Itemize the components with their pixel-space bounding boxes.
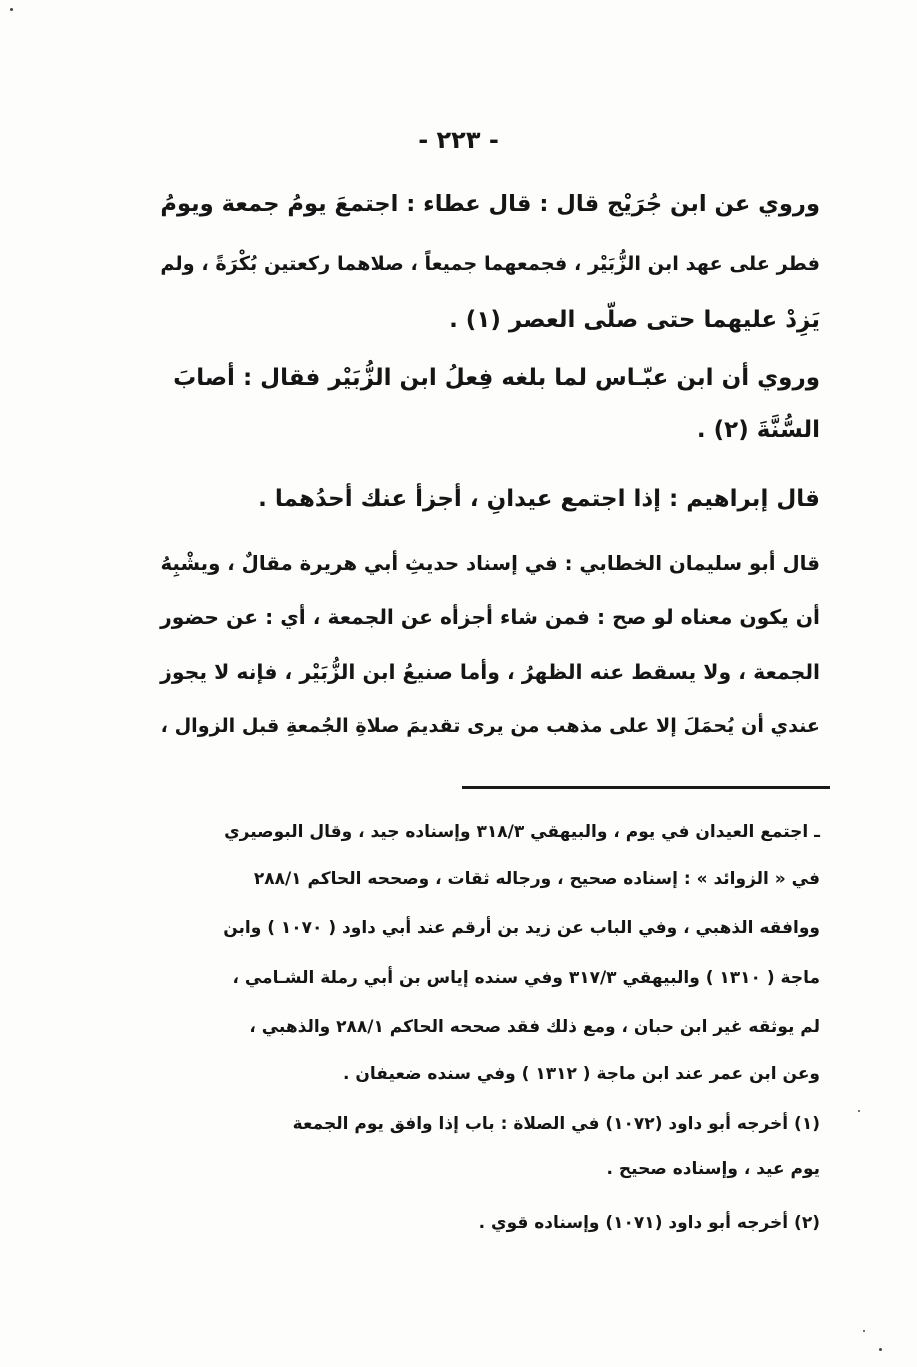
scan-speck — [10, 8, 13, 11]
main-line: فطر على عهد ابن الزُّبَيْر ، فجمعهما جميعاً ، صلاهما ركعتين بُكْرَةً ، ولم — [160, 252, 820, 275]
scan-speck — [879, 1348, 882, 1351]
main-line: وروي أن ابن عبّـاس لما بلغه فِعلُ ابن الزُّبَيْر فقال : أصابَ — [173, 365, 820, 391]
main-line: قال أبو سليمان الخطابي : في إسناد حديثِ أبي هريرة مقالٌ ، ويشْبِهُ — [160, 552, 820, 575]
footnote-line: لم يوثقه غير ابن حبان ، ومع ذلك فقد صححه الحاكم ٢٨٨/١ والذهبي ، — [249, 1017, 820, 1037]
main-line: الجمعة ، ولا يسقط عنه الظهرُ ، وأما صنيعُ ابن الزُّبَيْر ، فإنه لا يجوز — [160, 660, 820, 684]
footnote-line: وعن ابن عمر عند ابن ماجة ( ١٣١٢ ) وفي سنده ضعيفان . — [343, 1064, 820, 1084]
footnote-line: ـ اجتمع العيدان في يوم ، والبيهقي ٣١٨/٣ وإسناده جيد ، وقال البوصيري — [224, 822, 820, 842]
main-line: قال إبراهيم : إذا اجتمع عيدانِ ، أجزأ عنك أحدُهما . — [258, 486, 820, 512]
footnote-line: (١) أخرجه أبو داود (١٠٧٢) في الصلاة : باب إذا وافق يوم الجمعة — [292, 1114, 820, 1134]
scan-speck — [863, 1330, 865, 1332]
footnote-line: في « الزوائد » : إسناده صحيح ، ورجاله ثقات ، وصححه الحاكم ٢٨٨/١ — [253, 869, 820, 889]
footnote-line: (٢) أخرجه أبو داود (١٠٧١) وإسناده قوي . — [478, 1213, 820, 1233]
main-line: عندي أن يُحمَلَ إلا على مذهب من يرى تقديمَ صلاةِ الجُمعةِ قبل الزوال ، — [160, 714, 820, 737]
main-line: السُّنَّةَ (٢) . — [696, 417, 820, 443]
footnote-separator — [462, 786, 830, 789]
scan-speck — [858, 1110, 860, 1112]
main-line: أن يكون معناه لو صح : فمن شاء أجزأه عن الجمعة ، أي : عن حضور — [160, 605, 820, 629]
page-number: - ٢٢٣ - — [418, 126, 499, 154]
main-line: وروي عن ابن جُرَيْج قال : قال عطاء : اجتمعَ يومُ جمعة ويومُ — [160, 191, 820, 217]
footnote-line: يوم عيد ، وإسناده صحيح . — [606, 1159, 820, 1179]
main-line: يَزِدْ عليهما حتى صلّى العصر (١) . — [449, 307, 820, 333]
footnote-line: ماجة ( ١٣١٠ ) والبيهقي ٣١٧/٣ وفي سنده إياس بن أبي رملة الشـامي ، — [232, 968, 820, 988]
footnote-line: ووافقه الذهبي ، وفي الباب عن زيد بن أرقم عند أبي داود ( ١٠٧٠ ) وابن — [223, 918, 820, 938]
